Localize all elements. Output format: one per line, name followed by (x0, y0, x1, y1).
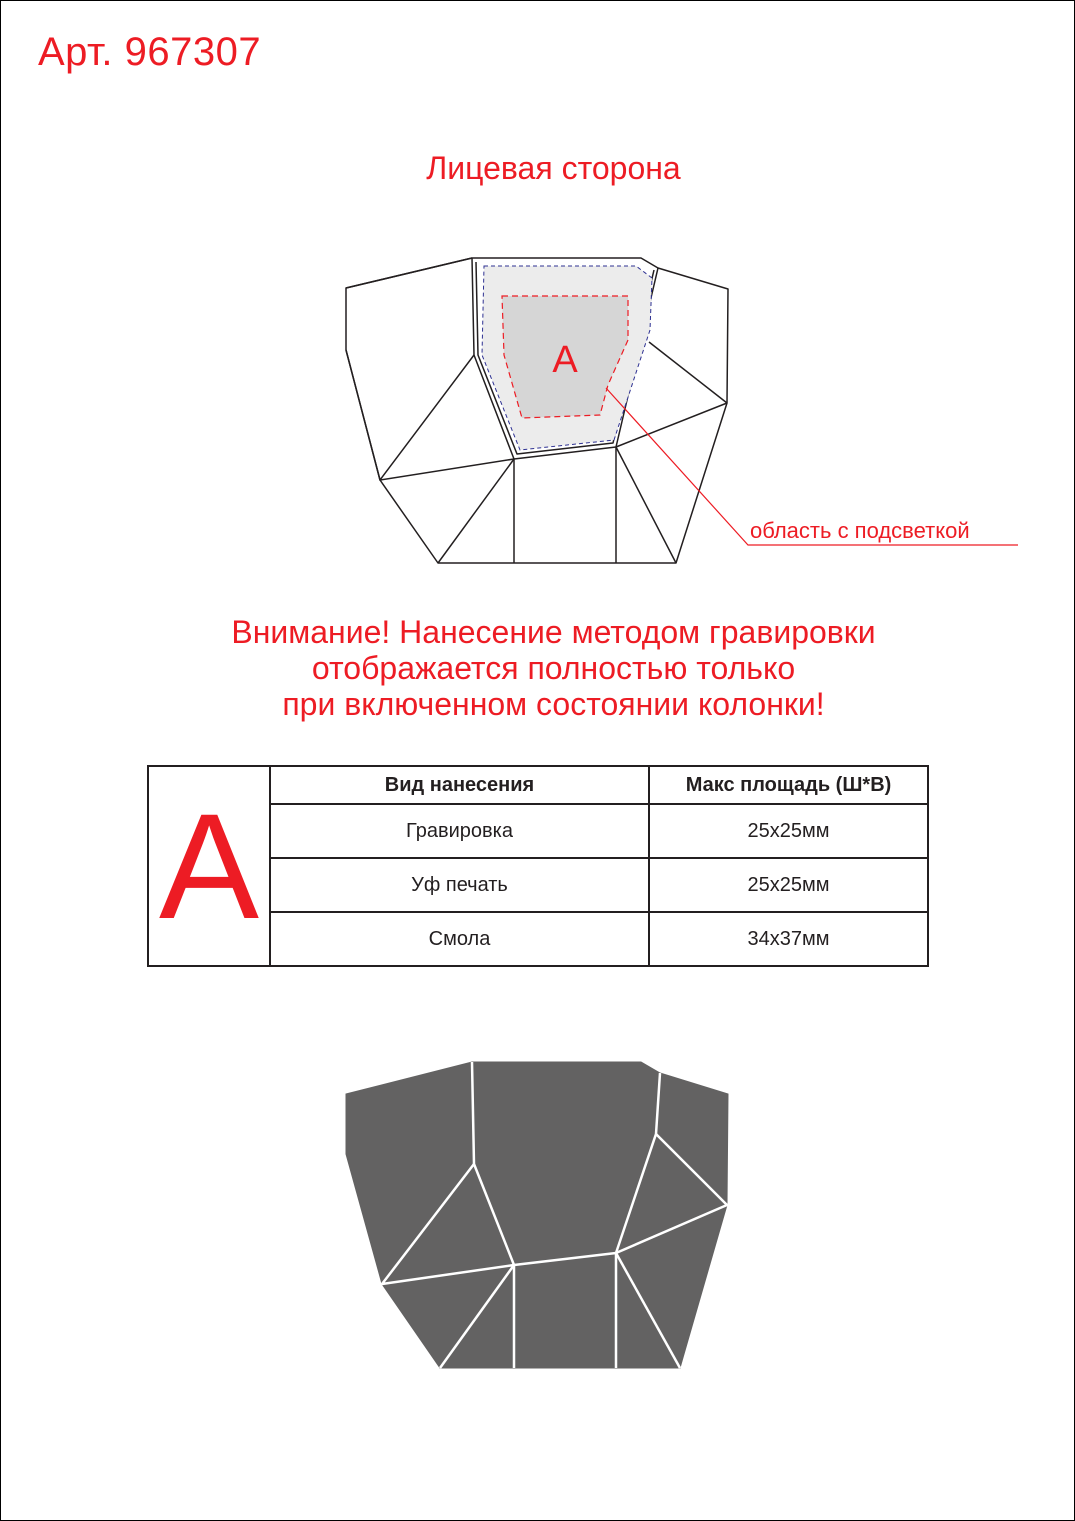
warning-line-3: при включенном состоянии колонки! (282, 686, 825, 722)
area-cell: 25х25мм (649, 858, 928, 912)
application-table (147, 765, 929, 967)
print-area-label: A (552, 339, 578, 381)
warning-line-2: отображается полностью только (311, 650, 796, 686)
front-edge-5 (616, 447, 676, 563)
front-edge-7 (649, 342, 727, 403)
area-cell: 25х25мм (649, 804, 928, 858)
engraving-warning (0, 614, 1075, 722)
method-cell: Гравировка (270, 804, 649, 858)
warning-line-1: Внимание! Нанесение методом гравировки (231, 614, 876, 650)
header-area: Макс площадь (Ш*В) (649, 766, 928, 804)
front-edge-6 (616, 403, 727, 447)
zone-letter: A (148, 766, 270, 966)
table-header-row (148, 766, 928, 804)
front-edge-8 (346, 258, 472, 288)
front-edge-4 (438, 459, 514, 563)
method-cell: Смола (270, 912, 649, 966)
callout-label: область с подсветкой (750, 518, 970, 543)
method-cell: Уф печать (270, 858, 649, 912)
area-cell: 34х37мм (649, 912, 928, 966)
header-method: Вид нанесения (270, 766, 649, 804)
silhouette-body (346, 1062, 728, 1368)
side-title: Лицевая сторона (426, 150, 681, 186)
product-silhouette (346, 1062, 728, 1368)
article-number: Арт. 967307 (38, 30, 262, 74)
front-edge-left-top (346, 350, 380, 480)
